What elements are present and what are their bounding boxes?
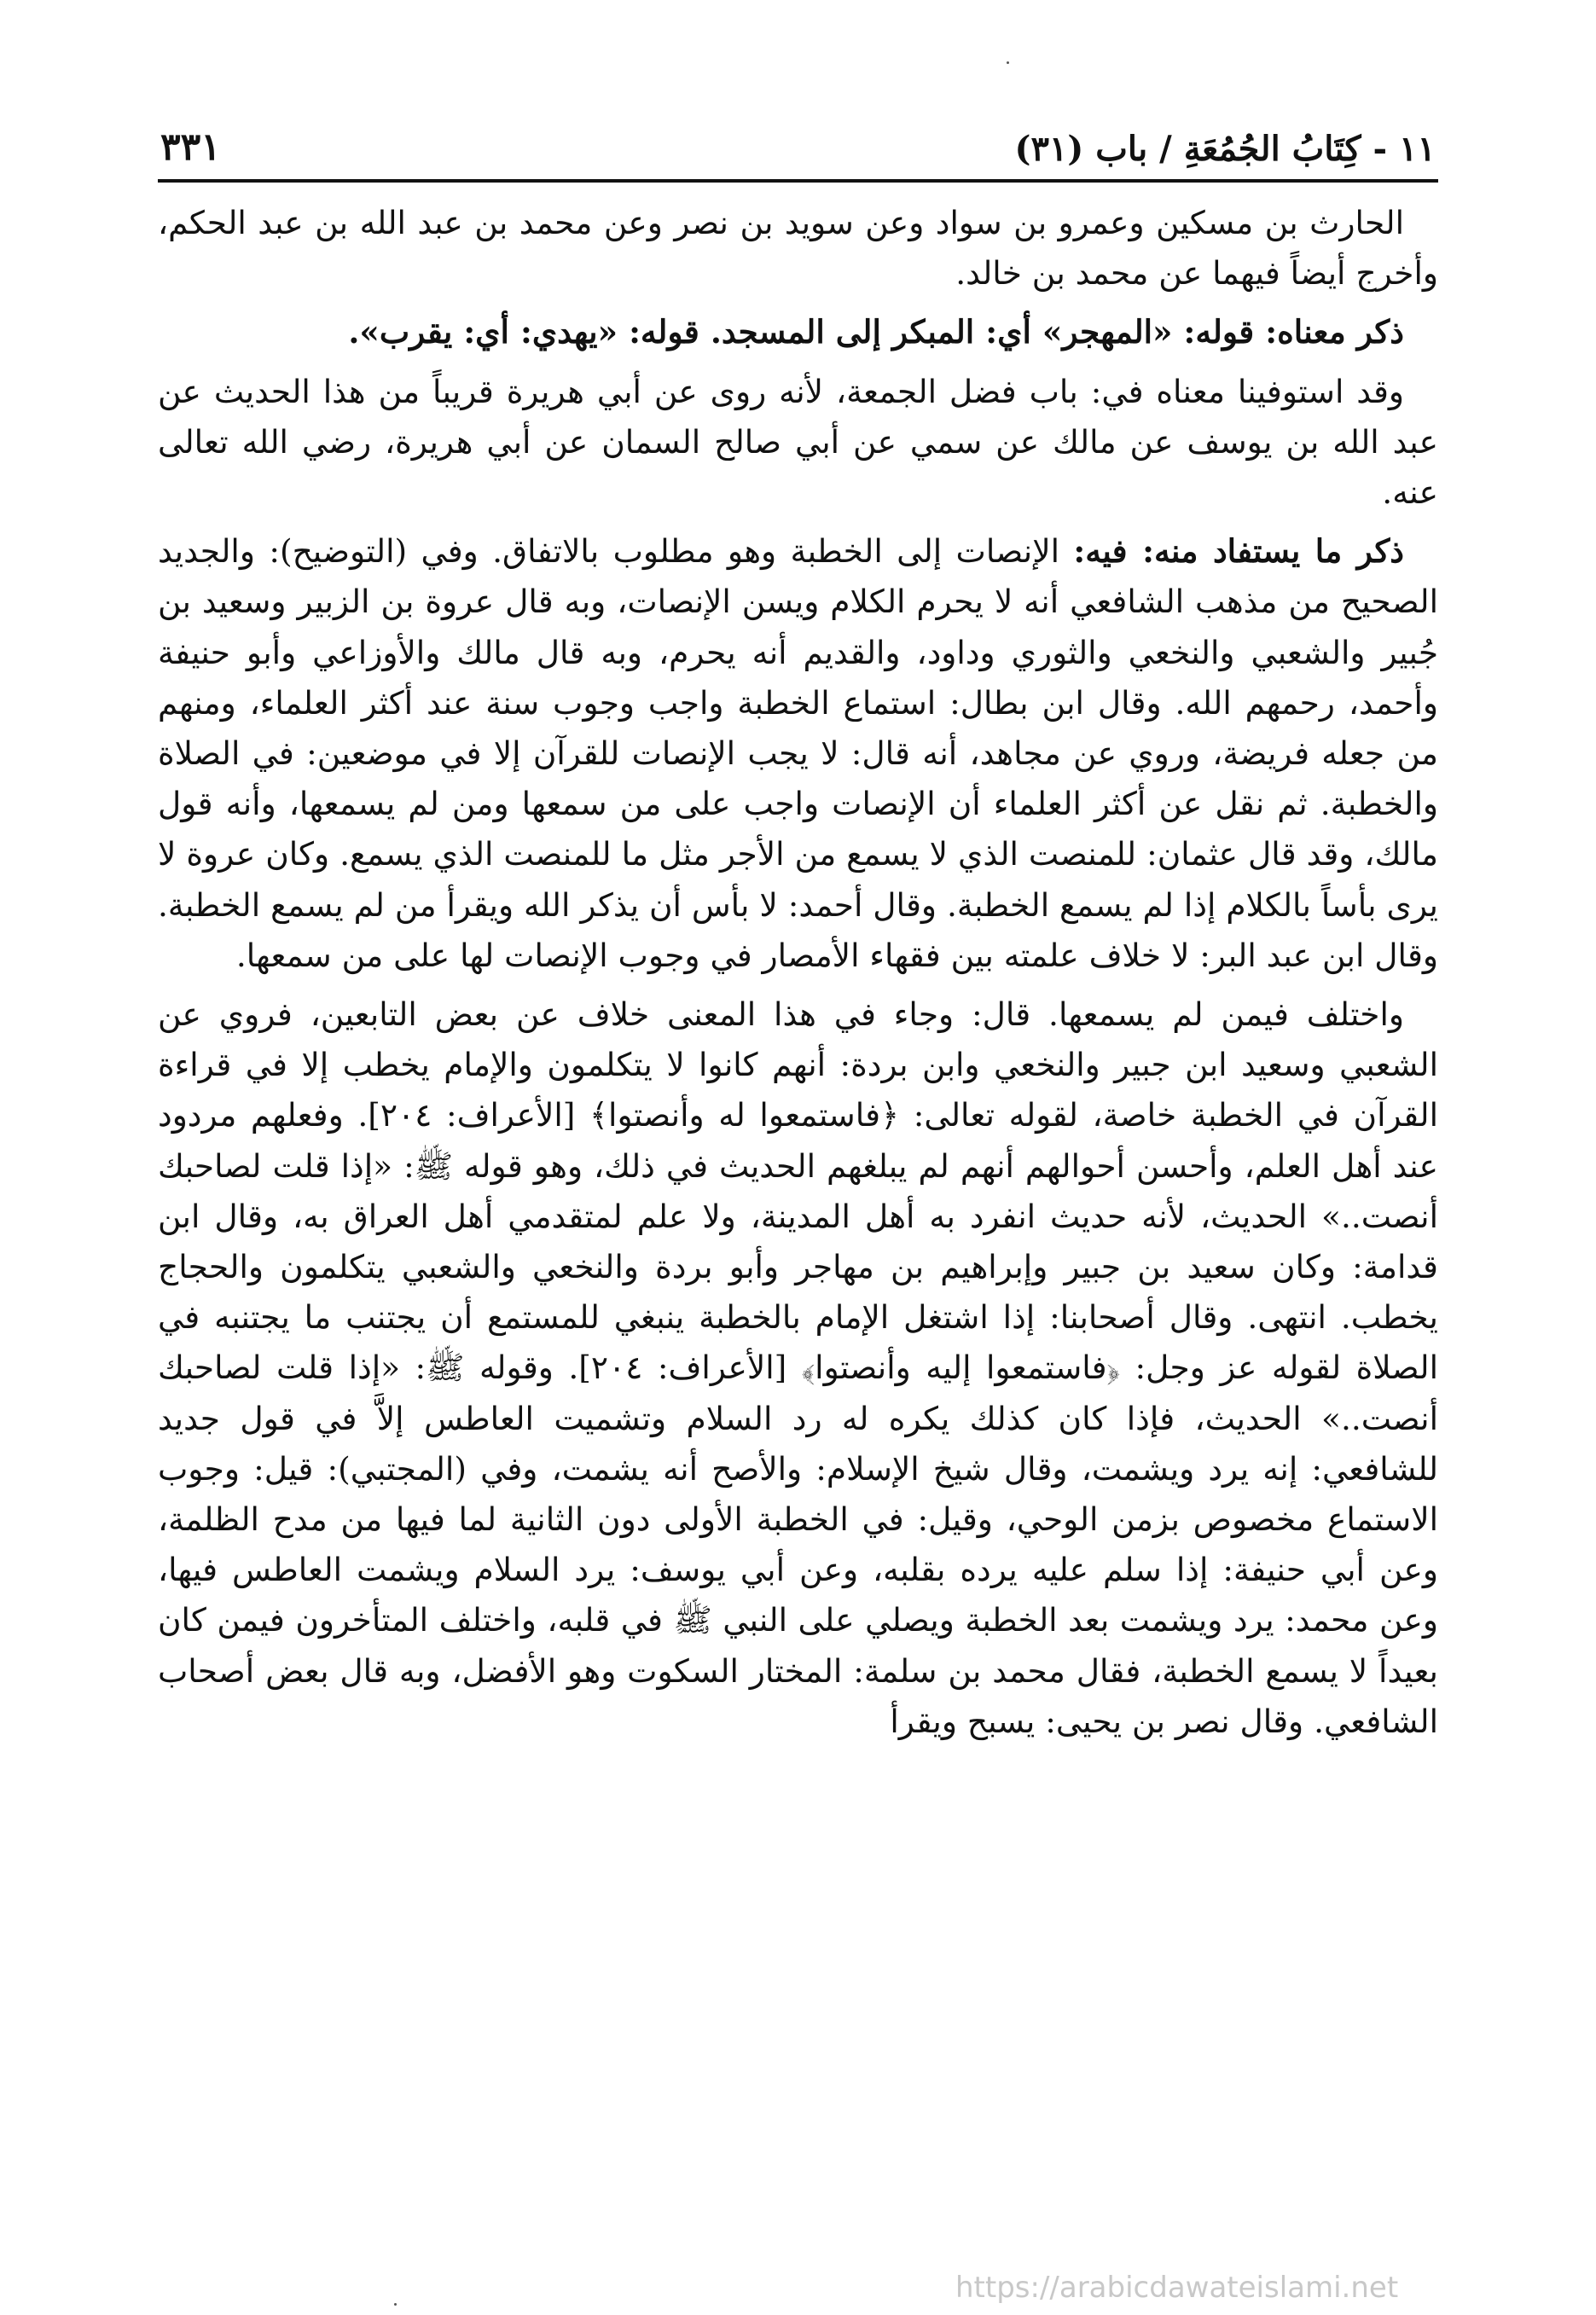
scan-speck [1007, 61, 1009, 64]
paragraph-2 [158, 307, 1438, 357]
paragraph-text: واختلف فيمن لم يسمعها. قال: وجاء في هذا المعنى خلاف عن بعض التابعين، فروي عن الشعبي وسعيد ابن جبير والنخعي وابن بردة: أنهم كانوا لا يتكلمون والإمام يخطب إلا في قراءة القرآن في الخطبة خاصة، لقوله تعالى: ﴿فاستمعوا له وأنصتوا﴾ [الأعراف: ٢٠٤]. وفعلهم مردود عند أهل العلم، وأحسن أحوالهم أنهم لم يبلغهم الحديث في ذلك، وهو قوله ﷺ: «إذا قلت لصاحبك أنصت..» الحديث، لأنه حديث انفرد به أهل المدينة، ولا علم لمتقدمي أهل العراق به، وقال ابن قدامة: وكان سعيد بن جبير وإبراهيم بن مهاجر وأبو بردة والنخعي والشعبي يتكلمون والحجاج يخطب. انتهى. وقال أصحابنا: إذا اشتغل الإمام بالخطبة ينبغي للمستمع أن يجتنب ما يجتنبه في الصلاة لقوله عز وجل: ﴿فاستمعوا إليه وأنصتوا﴾ [الأعراف: ٢٠٤]. وقوله ﷺ: «إذا قلت لصاحبك أنصت..» الحديث، فإذا كان كذلك يكره له رد السلام وتشميت العاطس إلاَّ في قول جديد للشافعي: إنه يرد ويشمت، وقال شيخ الإسلام: والأصح أنه يشمت، وفي (المجتبي): قيل: وجوب الاستماع مخصوص بزمن الوحي، وقيل: في الخطبة الأولى دون الثانية لما فيها من مدح الظلمة، وعن أبي حنيفة: إذا سلم عليه يرده بقلبه، وعن أبي يوسف: يرد السلام ويشمت العاطس فيها، وعن محمد: يرد ويشمت بعد الخطبة ويصلي على النبي ﷺ في قلبه، واختلف المتأخرون فيمن كان بعيداً لا يسمع الخطبة، فقال محمد بن سلمة: المختار السكوت وهو الأفضل، وبه قال بعض أصحاب الشافعي. وقال نصر بن يحيى: يسبح ويقرأ [158, 995, 1438, 1740]
paragraph-4 [158, 526, 1438, 981]
paragraph-text: الإنصات إلى الخطبة وهو مطلوب بالاتفاق. وفي (التوضيح): والجديد الصحيح من مذهب الشافعي أنه لا يحرم الكلام ويسن الإنصات، وبه قال عروة بن الزبير وسعيد بن جُبير والشعبي والنخعي والثوري وداود، والقديم أنه يحرم، وبه قال مالك والأوزاعي وأبو حنيفة وأحمد، رحمهم الله. وقال ابن بطال: استماع الخطبة واجب وجوب سنة عند أكثر العلماء، ومنهم من جعله فريضة، وروي عن مجاهد، أنه قال: لا يجب الإنصات للقرآن إلا في موضعين: في الصلاة والخطبة. ثم نقل عن أكثر العلماء أن الإنصات واجب على من سمعها ومن لم يسمعها، وأنه قول مالك، وقد قال عثمان: للمنصت الذي لا يسمع من الأجر مثل ما للمنصت الذي يسمع. وكان عروة لا يرى بأساً بالكلام إذا لم يسمع الخطبة. وقال أحمد: لا بأس أن يذكر الله ويقرأ من لم يسمع الخطبة. وقال ابن عبد البر: لا خلاف علمته بين فقهاء الأمصار في وجوب الإنصات لها على من سمعها. [158, 532, 1438, 974]
paragraph-3 [158, 367, 1438, 519]
body-text [158, 198, 1438, 1755]
paragraph-1 [158, 198, 1438, 299]
chapter-title: ١١ - كِتَابُ الجُمُعَةِ / باب (٣١) [1014, 129, 1436, 169]
paragraph-text: وقد استوفينا معناه في: باب فضل الجمعة، لأنه روى عن أبي هريرة قريباً من هذا الحديث عن عبد الله بن يوسف عن مالك عن سمي عن أبي صالح السمان عن أبي هريرة، رضي الله تعالى عنه. [158, 372, 1438, 512]
running-header [160, 109, 1436, 169]
section-heading-meaning: ذكر معناه: قوله: «المهجر» أي: المبكر إلى المسجد. قوله: «يهدي: أي: يقرب». [348, 313, 1404, 351]
watermark: https://arabicdawateislami.net [955, 2271, 1399, 2305]
paragraph-text: الحارث بن مسكين وعمرو بن سواد وعن سويد بن نصر وعن محمد بن عبد الله بن عبد الحكم، وأخرج أيضاً فيهما عن محمد بن خالد. [158, 204, 1438, 293]
section-heading-benefits: ذكر ما يستفاد منه: فيه: [1073, 532, 1404, 571]
page-number: ٣٣١ [160, 125, 221, 169]
header-rule [158, 179, 1438, 183]
paragraph-5 [158, 989, 1438, 1747]
scan-speck [394, 2303, 397, 2306]
